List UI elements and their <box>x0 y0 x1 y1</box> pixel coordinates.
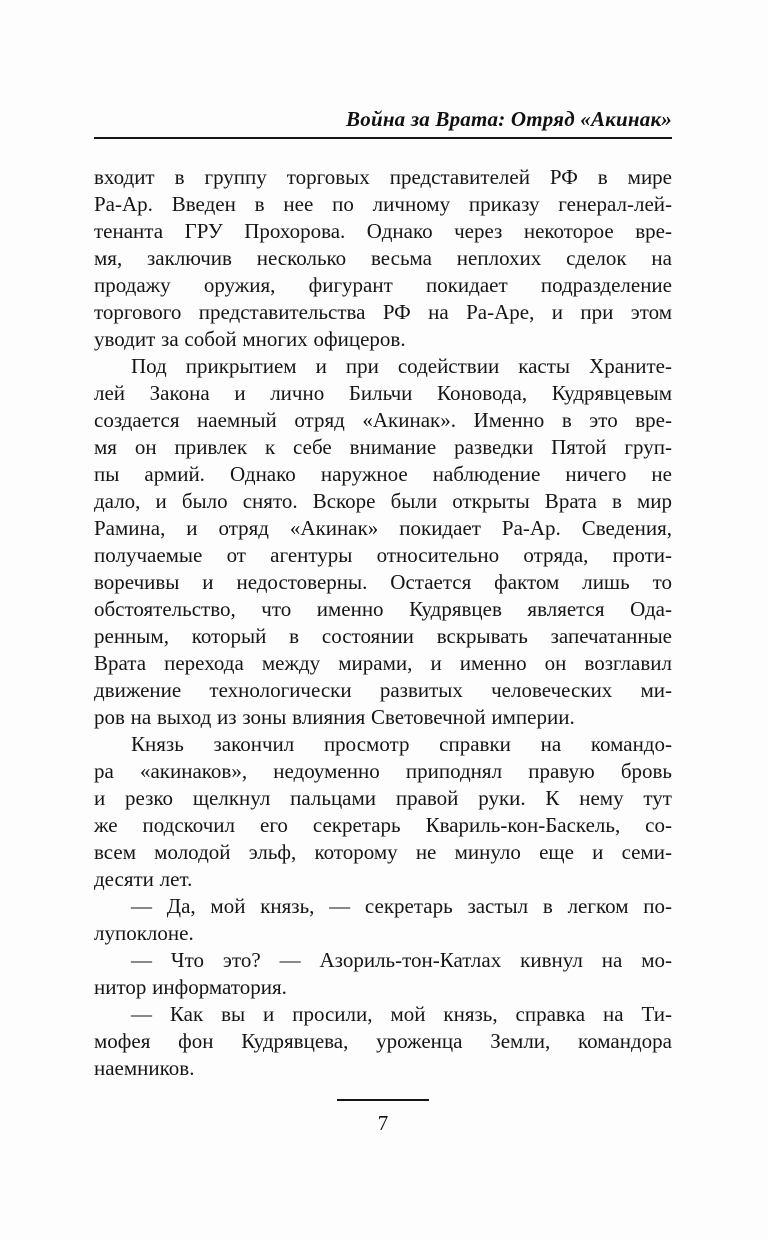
text-line: же подскочил его секретарь Квариль-кон-Баскель, со- <box>94 813 672 837</box>
text-line: Ра-Ар. Введен в нее по личному приказу генерал-лей- <box>94 192 672 216</box>
text-line: входит в группу торговых представителей РФ в мире <box>94 165 672 189</box>
header-rule <box>94 137 672 139</box>
paragraph <box>94 893 672 947</box>
text-line: — Как вы и просили, мой князь, справка на Ти- <box>131 1002 672 1026</box>
paragraph <box>94 353 672 731</box>
text-line: уводит за собой многих офицеров. <box>94 327 406 351</box>
text-line: движение технологически развитых человеческих ми- <box>94 678 672 702</box>
text-line: Князь закончил просмотр справки на командо- <box>131 732 672 756</box>
text-line: получаемые от агентуры относительно отряда, проти- <box>94 543 672 567</box>
text-line: дало, и было снято. Вскоре были открыты Врата в мир <box>94 489 672 513</box>
text-line: мофея фон Кудрявцева, уроженца Земли, командора <box>94 1029 672 1053</box>
text-line: Рамина, и отряд «Акинак» покидает Ра-Ар. Сведения, <box>94 516 672 540</box>
paragraph <box>94 947 672 1001</box>
text-line: продажу оружия, фигурант покидает подразделение <box>94 273 672 297</box>
running-header: Война за Врата: Отряд «Акинак» <box>346 107 672 131</box>
text-line: — Что это? — Азориль-тон-Катлах кивнул на мо- <box>131 948 672 972</box>
text-line: ра «акинаков», недоуменно приподнял правую бровь <box>94 759 672 783</box>
text-line: лей Закона и лично Бильчи Коновода, Кудрявцевым <box>94 381 672 405</box>
text-line: ров на выход из зоны влияния Световечной империи. <box>94 705 575 729</box>
text-line: воречивы и недостоверны. Остается фактом лишь то <box>94 570 672 594</box>
paragraph <box>94 164 672 353</box>
text-line: нитор информатория. <box>94 975 287 999</box>
text-line: ренным, который в состоянии вскрывать запечатанные <box>94 624 672 648</box>
page-number: 7 <box>377 1111 389 1135</box>
text-line: обстоятельство, что именно Кудрявцев является Ода- <box>94 597 672 621</box>
text-line: и резко щелкнул пальцами правой руки. К нему тут <box>94 786 672 810</box>
text-line: создается наемный отряд «Акинак». Именно в это вре- <box>94 408 672 432</box>
footer-rule <box>337 1099 429 1101</box>
text-line: Врата перехода между мирами, и именно он возглавил <box>94 651 672 675</box>
text-line: торгового представительства РФ на Ра-Аре, и при этом <box>94 300 672 324</box>
text-block <box>94 164 672 1082</box>
text-line: тенанта ГРУ Прохорова. Однако через некоторое вре- <box>94 219 672 243</box>
text-line: — Да, мой князь, — секретарь застыл в легком по- <box>131 894 672 918</box>
text-line: десяти лет. <box>94 867 193 891</box>
paragraph <box>94 731 672 893</box>
paragraph <box>94 1001 672 1082</box>
text-line: лупоклоне. <box>94 921 194 945</box>
text-line: всем молодой эльф, которому не минуло еще и семи- <box>94 840 672 864</box>
text-line: мя, заключив несколько весьма неплохих сделок на <box>94 246 672 270</box>
text-line: пы армий. Однако наружное наблюдение ничего не <box>94 462 672 486</box>
text-line: наемников. <box>94 1056 195 1080</box>
text-line: мя он привлек к себе внимание разведки Пятой груп- <box>94 435 672 459</box>
text-line: Под прикрытием и при содействии касты Храните- <box>131 354 672 378</box>
